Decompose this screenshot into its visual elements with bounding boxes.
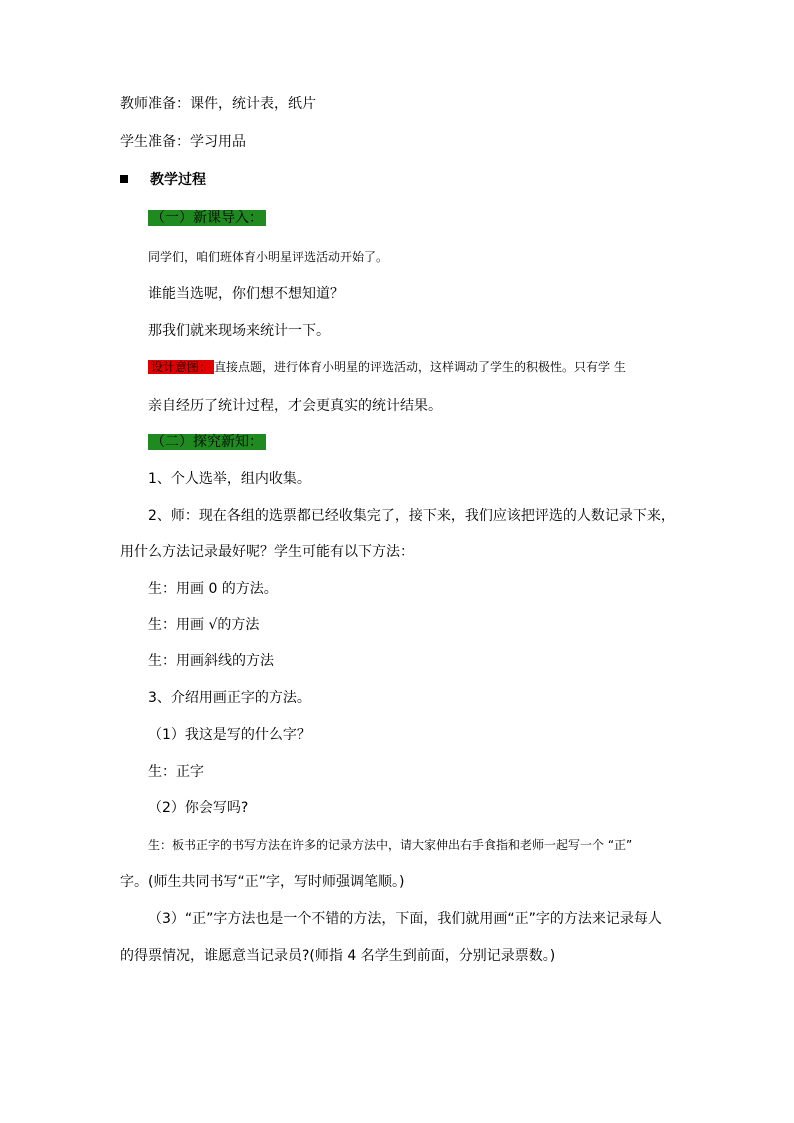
step-2-line-1: 2、师：现在各组的选票都已经收集完了，接下来，我们应该把评选的人数记录下来，: [148, 508, 675, 524]
step-3: 3、介绍用画正字的方法。: [148, 690, 311, 706]
question-2: （2）你会写吗?: [148, 800, 249, 816]
design-intent-label: 设计意图：: [148, 360, 214, 374]
section-title: [120, 171, 206, 189]
answer-1: 生：正字: [148, 764, 204, 780]
part1-heading-text: （一）新课导入：: [148, 210, 266, 226]
answer-2-line-1: 生：板书正字的书写方法在许多的记录方法中，请大家伸出右手食指和老师一起写一个 “正”: [148, 838, 633, 852]
square-bullet-icon: [120, 175, 128, 183]
answer-2-line-2: 字。(师生共同书写“正”字，写时师强调笔顺。): [120, 874, 405, 890]
student-prep: 学生准备：学习用品: [120, 134, 246, 150]
design-intent: [148, 358, 626, 376]
method-1: 生：用画 0 的方法。: [148, 581, 278, 597]
teacher-prep: 教师准备：课件，统计表，纸片: [120, 96, 316, 112]
part1-paragraph-3: 那我们就来现场来统计一下。: [148, 323, 330, 339]
design-intent-continued: 亲自经历了统计过程，才会更真实的统计结果。: [148, 398, 442, 414]
step-1: 1、个人选举，组内收集。: [148, 471, 311, 487]
section-title-text: 教学过程: [150, 172, 206, 188]
design-intent-text: 直接点题，进行体育小明星的评选活动，这样调动了学生的积极性。只有学 生: [214, 360, 626, 374]
question-1: （1）我这是写的什么字？: [148, 727, 311, 743]
part1-paragraph-2: 谁能当选呢，你们想不想知道？: [148, 286, 344, 302]
part2-heading: [148, 433, 266, 451]
method-3: 生：用画斜线的方法: [148, 653, 274, 669]
method-2: 生：用画 √的方法: [148, 617, 260, 633]
question-3-line-1: （3）“正”字方法也是一个不错的方法，下面，我们就用画“正”字的方法来记录每人: [148, 911, 662, 927]
part1-paragraph-1: 同学们，咱们班体育小明星评选活动开始了。: [148, 250, 389, 264]
step-2-line-2: 用什么方法记录最好呢？学生可能有以下方法：: [120, 544, 414, 560]
question-3-line-2: 的得票情况，谁愿意当记录员?(师指 4 名学生到前面，分别记录票数。): [120, 948, 556, 964]
part1-heading: [148, 209, 266, 227]
part2-heading-text: （二）探究新知：: [148, 434, 266, 450]
